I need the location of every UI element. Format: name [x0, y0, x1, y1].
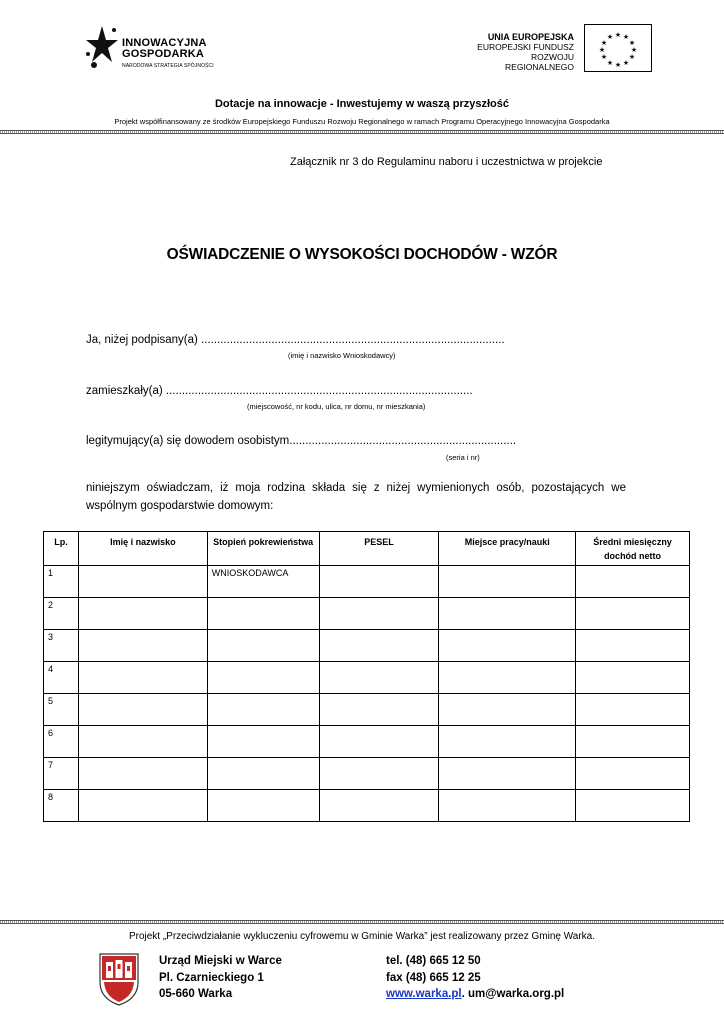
- cofinance-note: Projekt współfinansowany ze środków Europejskiego Funduszu Rozwoju Regionalnego w ramach Programu Operacyjnego Innowacyjna Gospodarka: [114, 117, 610, 126]
- pesel-cell[interactable]: [319, 694, 439, 726]
- row-number: 1: [44, 566, 79, 598]
- relation-cell[interactable]: [207, 598, 319, 630]
- income-cell[interactable]: [576, 726, 690, 758]
- svg-text:★: ★: [622, 59, 630, 67]
- pesel-cell[interactable]: [319, 662, 439, 694]
- svg-text:★: ★: [598, 46, 606, 54]
- email: . um@warka.org.pl: [461, 988, 565, 1000]
- col-header-name: Imię i nazwisko: [78, 532, 207, 566]
- table-row: [44, 662, 690, 694]
- relation-cell[interactable]: [207, 726, 319, 758]
- name-cell[interactable]: [78, 598, 207, 630]
- pesel-cell[interactable]: [319, 726, 439, 758]
- workplace-cell[interactable]: [439, 630, 576, 662]
- table-header-row: [44, 532, 690, 566]
- svg-text:★: ★: [614, 61, 622, 69]
- household-table: [43, 531, 690, 822]
- workplace-cell[interactable]: [439, 662, 576, 694]
- col-header-workplace: Miejsce pracy/nauki: [439, 532, 576, 566]
- svg-text:★: ★: [600, 53, 608, 61]
- pesel-cell[interactable]: [319, 630, 439, 662]
- name-cell[interactable]: [78, 726, 207, 758]
- pesel-cell[interactable]: [319, 566, 439, 598]
- col-header-lp: Lp.: [44, 532, 79, 566]
- income-cell[interactable]: [576, 790, 690, 822]
- svg-text:★: ★: [622, 33, 630, 41]
- household-statement: niniejszym oświadczam, iż moja rodzina składa się z niżej wymienionych osób, pozostających we wspólnym gospodarstwie domowym:: [86, 482, 626, 512]
- office-city: 05-660 Warka: [159, 988, 233, 1000]
- income-cell[interactable]: [576, 758, 690, 790]
- svg-text:★: ★: [628, 39, 636, 47]
- relation-cell[interactable]: [207, 790, 319, 822]
- innowacyjna-gospodarka-logo: [84, 24, 234, 74]
- pesel-cell[interactable]: [319, 758, 439, 790]
- table-row: [44, 694, 690, 726]
- office-contact: [386, 953, 564, 1003]
- id-hint: (seria i nr): [446, 453, 480, 462]
- eu-fund-logo: [460, 24, 652, 74]
- office-address: [159, 953, 282, 1003]
- svg-text:★: ★: [630, 46, 638, 54]
- row-number: 6: [44, 726, 79, 758]
- website-link[interactable]: www.warka.pl: [386, 988, 462, 1000]
- name-cell[interactable]: [78, 662, 207, 694]
- project-note: Projekt „Przeciwdziałanie wykluczeniu cyfrowemu w Gminie Warka” jest realizowany przez Gminę Warka.: [128, 931, 596, 942]
- name-cell[interactable]: [78, 566, 207, 598]
- svg-text:★: ★: [606, 33, 614, 41]
- relation-cell[interactable]: [207, 758, 319, 790]
- svg-text:★: ★: [600, 39, 608, 47]
- workplace-cell[interactable]: [439, 566, 576, 598]
- name-cell[interactable]: [78, 694, 207, 726]
- table-row: [44, 790, 690, 822]
- row-number: 4: [44, 662, 79, 694]
- row-number: 5: [44, 694, 79, 726]
- fax: fax (48) 665 12 25: [386, 971, 481, 984]
- table-row: [44, 630, 690, 662]
- col-header-pesel: PESEL: [319, 532, 439, 566]
- name-cell[interactable]: [78, 758, 207, 790]
- workplace-cell[interactable]: [439, 726, 576, 758]
- row-number: 7: [44, 758, 79, 790]
- document-title: OŚWIADCZENIE O WYSOKOŚCI DOCHODÓW - WZÓR: [166, 246, 558, 263]
- table-row: [44, 598, 690, 630]
- svg-text:★: ★: [606, 59, 614, 67]
- eu-fund-text: UNIA EUROPEJSKA EUROPEJSKI FUNDUSZ ROZWOJU REGIONALNEGO: [477, 32, 574, 72]
- resident-hint: (miejscowość, nr kodu, ulica, nr domu, nr mieszkania): [247, 402, 426, 411]
- id-line: legitymujący(a) się dowodem osobistym.......................................................................: [86, 435, 517, 447]
- signed-line: Ja, niżej podpisany(a) ...............................................................................................: [86, 334, 505, 346]
- workplace-cell[interactable]: [439, 598, 576, 630]
- pesel-cell[interactable]: [319, 790, 439, 822]
- annex-label: Załącznik nr 3 do Regulaminu naboru i uczestnictwa w projekcie: [290, 156, 603, 168]
- slogan: Dotacje na innowacje - Inwestujemy w waszą przyszłość: [214, 98, 510, 110]
- svg-text:★: ★: [628, 53, 636, 61]
- table-row: [44, 566, 690, 598]
- relation-cell[interactable]: [207, 630, 319, 662]
- resident-line: zamieszkały(a) ................................................................................................: [86, 385, 473, 397]
- office-name: Urząd Miejski w Warce: [159, 955, 282, 967]
- workplace-cell[interactable]: [439, 758, 576, 790]
- table-row: [44, 726, 690, 758]
- col-header-relation: Stopień pokrewieństwa: [207, 532, 319, 566]
- row-number: 2: [44, 598, 79, 630]
- relation-cell[interactable]: [207, 694, 319, 726]
- relation-cell[interactable]: WNIOSKODAWCA: [207, 566, 319, 598]
- eu-flag-icon: [584, 24, 652, 72]
- workplace-cell[interactable]: [439, 694, 576, 726]
- col-header-income: Średni miesięczny dochód netto: [576, 532, 690, 566]
- header-divider: [0, 130, 724, 134]
- logo-title: INNOWACYJNA GOSPODARKA: [122, 37, 207, 60]
- svg-text:★: ★: [614, 31, 622, 39]
- table-row: [44, 758, 690, 790]
- income-cell[interactable]: [576, 630, 690, 662]
- pesel-cell[interactable]: [319, 598, 439, 630]
- name-cell[interactable]: [78, 790, 207, 822]
- warka-crest-icon: [98, 952, 140, 1006]
- signed-hint: (imię i nazwisko Wnioskodawcy): [288, 351, 396, 360]
- name-cell[interactable]: [78, 630, 207, 662]
- office-street: Pl. Czarnieckiego 1: [159, 971, 264, 984]
- income-cell[interactable]: [576, 662, 690, 694]
- logo-subtitle: NARODOWA STRATEGIA SPÓJNOŚCI: [122, 63, 214, 69]
- workplace-cell[interactable]: [439, 790, 576, 822]
- footer-divider: [0, 920, 724, 924]
- income-cell[interactable]: [576, 694, 690, 726]
- star-figure-icon: [84, 24, 120, 74]
- row-number: 8: [44, 790, 79, 822]
- relation-cell[interactable]: [207, 662, 319, 694]
- income-cell[interactable]: [576, 598, 690, 630]
- phone: tel. (48) 665 12 50: [386, 955, 481, 967]
- income-cell[interactable]: [576, 566, 690, 598]
- row-number: 3: [44, 630, 79, 662]
